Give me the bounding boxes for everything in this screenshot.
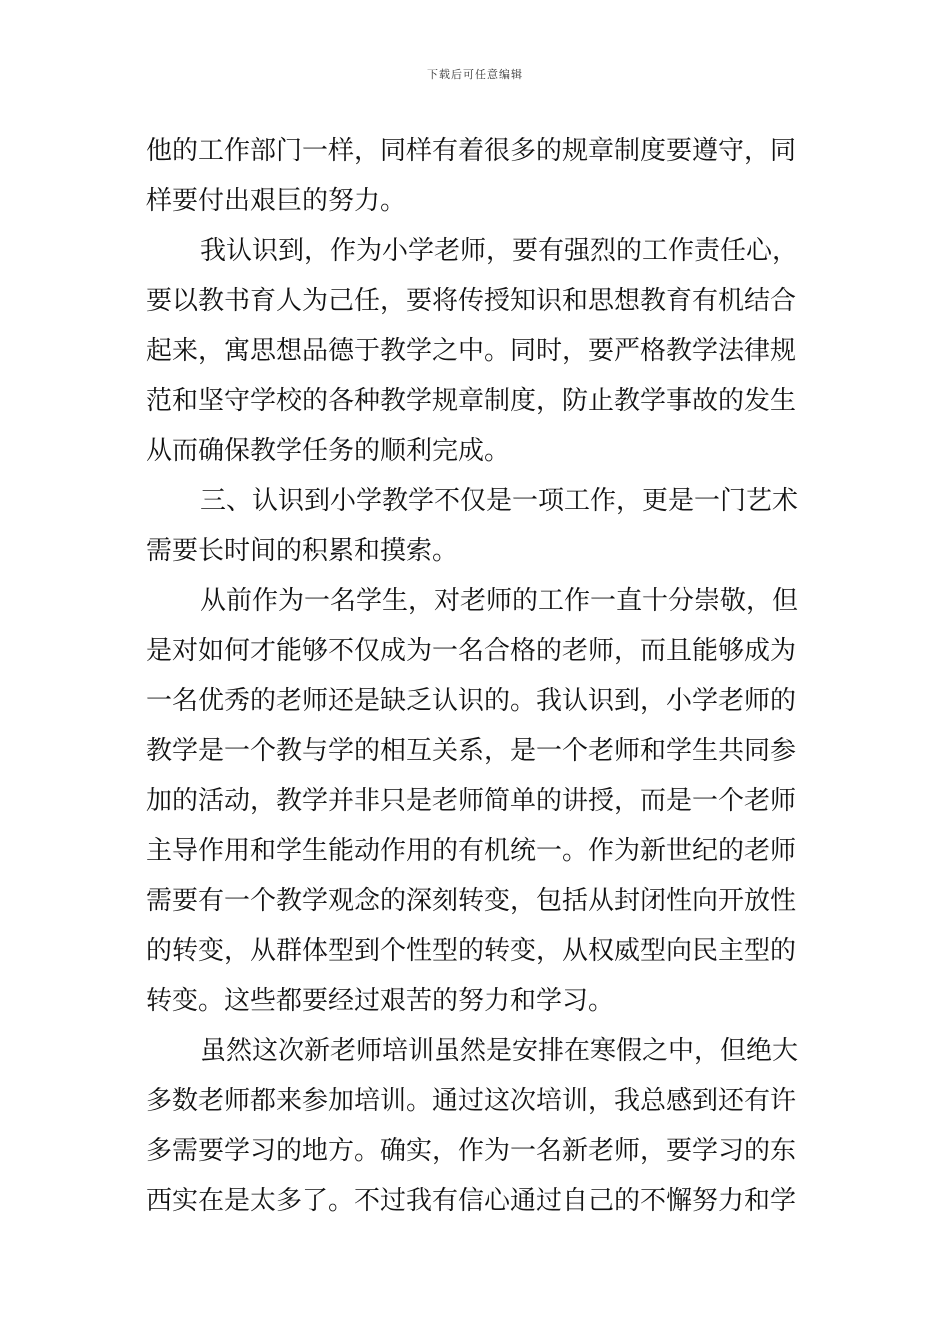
text-line: 一名优秀的老师还是缺乏认识的。我认识到，小学老师的 bbox=[146, 686, 797, 716]
text-line: 加的活动，教学并非只是老师简单的讲授，而是一个老师 bbox=[146, 786, 797, 816]
text-line: 三、认识到小学教学不仅是一项工作，更是一门艺术 bbox=[200, 486, 799, 516]
text-line: 需要有一个教学观念的深刻转变，包括从封闭性向开放性 bbox=[146, 886, 797, 916]
document-body bbox=[146, 126, 806, 1226]
header-note: 下载后可任意编辑 bbox=[427, 68, 523, 81]
text-line: 主导作用和学生能动作用的有机统一。作为新世纪的老师 bbox=[146, 836, 797, 866]
text-line: 需要长时间的积累和摸索。 bbox=[146, 536, 459, 566]
text-line: 多数老师都来参加培训。通过这次培训，我总感到还有许 bbox=[146, 1086, 797, 1116]
text-line: 从而确保教学任务的顺利完成。 bbox=[146, 436, 511, 466]
text-line: 他的工作部门一样，同样有着很多的规章制度要遵守，同 bbox=[146, 136, 797, 166]
text-line: 西实在是太多了。不过我有信心通过自己的不懈努力和学 bbox=[146, 1186, 797, 1216]
text-line: 样要付出艰巨的努力。 bbox=[146, 186, 407, 216]
text-line: 虽然这次新老师培训虽然是安排在寒假之中，但绝大 bbox=[200, 1036, 799, 1066]
text-line: 多需要学习的地方。确实，作为一名新老师，要学习的东 bbox=[146, 1136, 797, 1166]
text-line: 的转变，从群体型到个性型的转变，从权威型向民主型的 bbox=[146, 936, 797, 966]
text-line: 是对如何才能够不仅成为一名合格的老师，而且能够成为 bbox=[146, 636, 797, 666]
text-line: 起来，寓思想品德于教学之中。同时，要严格教学法律规 bbox=[146, 336, 797, 366]
text-line: 转变。这些都要经过艰苦的努力和学习。 bbox=[146, 986, 615, 1016]
text-line: 从前作为一名学生，对老师的工作一直十分崇敬，但 bbox=[200, 586, 799, 616]
text-line: 要以教书育人为己任，要将传授知识和思想教育有机结合 bbox=[146, 286, 797, 316]
text-line: 教学是一个教与学的相互关系，是一个老师和学生共同参 bbox=[146, 736, 797, 766]
text-line: 我认识到，作为小学老师，要有强烈的工作责任心， bbox=[200, 236, 799, 266]
text-line: 范和坚守学校的各种教学规章制度，防止教学事故的发生 bbox=[146, 386, 797, 416]
